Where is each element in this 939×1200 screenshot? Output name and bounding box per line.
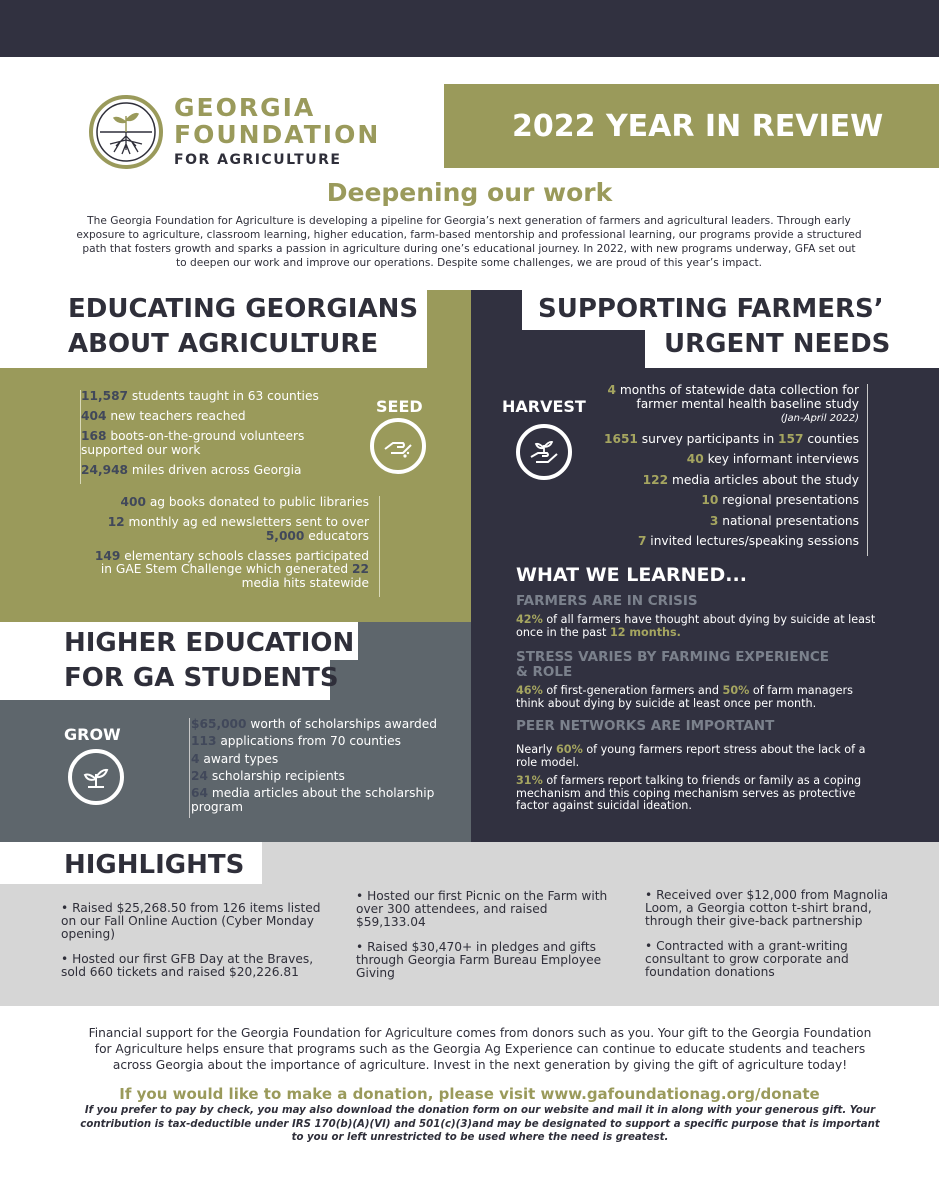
learned-text: Nearly 60% of young farmers report stress about the lack of a role model. <box>516 743 866 769</box>
intro-heading: Deepening our work <box>326 178 613 207</box>
donate-link-line[interactable]: If you would like to make a donation, please visit www.gafoundationag.org/donate <box>119 1085 820 1103</box>
learned-subheading: FARMERS ARE IN CRISIS <box>516 593 698 609</box>
farmers-heading-line1: SUPPORTING FARMERS’ <box>538 294 884 324</box>
support-paragraph: Financial support for the Georgia Foundation for Agriculture comes from donors such as you. Your gift to the Georgia Foundation for Agriculture helps ensure that programs such as the Georgia Ag Experience can continue to educate students and teachers across Georgia about the importance of agriculture. Invest in the next generation by giving the gift of agriculture today! <box>88 1026 872 1072</box>
learned-subheading: STRESS VARIES BY FARMING EXPERIENCE & ROLE <box>516 649 830 680</box>
highlight-item: • Received over $12,000 from Magnolia Loom, a Georgia cotton t-shirt brand, through their give-back partnership <box>645 888 889 928</box>
edu-heading-line2: ABOUT AGRICULTURE <box>68 329 379 359</box>
higher-ed-stat-item: 113 applications from 70 counties <box>191 734 402 749</box>
logo-text-foundation: FOUNDATION <box>174 120 381 149</box>
logo-text-for-agriculture: FOR AGRICULTURE <box>174 152 342 168</box>
farmers-stat-item: 1651 survey participants in 157 counties <box>603 431 859 446</box>
higher-ed-heading-line1: HIGHER EDUCATION <box>64 628 355 658</box>
higher-ed-stat-item: 24 scholarship recipients <box>191 768 345 783</box>
farmers-heading-line2: URGENT NEEDS <box>664 329 891 359</box>
edu-stats-list-2 <box>80 496 380 597</box>
highlight-item: • Raised $30,470+ in pledges and gifts through Georgia Farm Bureau Employee Giving <box>356 940 602 980</box>
farmers-stat-item: 7 invited lectures/speaking sessions <box>637 534 859 548</box>
highlight-item: • Hosted our first GFB Day at the Braves, sold 660 tickets and raised $20,226.81 <box>61 952 314 979</box>
learned-text: 46% of first-generation farmers and 50% of farm managers think about dying by suicide at least once per month. <box>516 684 853 710</box>
edu-stat-item: 168 boots-on-the-ground volunteers supported our work <box>81 429 305 457</box>
higher-ed-stat-item: 64 media articles about the scholarship program <box>191 786 435 814</box>
logo-text-georgia: GEORGIA <box>174 93 316 122</box>
highlights-column-2 <box>356 890 618 992</box>
gfa-logo <box>88 94 388 172</box>
farmers-stat-item: 10 regional presentations <box>701 493 859 507</box>
learned-text: 31% of farmers report talking to friends or family as a coping mechanism and this coping mechanism serves as protective factor against suicidal ideation. <box>516 774 862 812</box>
intro-paragraph: The Georgia Foundation for Agriculture is developing a pipeline for Georgia’s next generation of farmers and agricultural leaders. Through early exposure to agriculture, classroom learning, higher education, farm-based mentorship and professional learning, our programs provide a structured path that fosters growth and sparks a passion in agriculture during one’s educational journey. In 2022, with new programs underway, GFA set out to deepen our work and improve our operations. Despite some challenges, we are proud of this year’s impact. <box>76 215 862 269</box>
highlight-item: • Hosted our first Picnic on the Farm with over 300 attendees, and raised $59,133.04 <box>356 889 608 929</box>
edu-stats-list <box>80 390 360 484</box>
harvest-label: HARVEST <box>502 397 586 416</box>
highlight-item: • Raised $25,268.50 from 126 items listed on our Fall Online Auction (Cyber Monday opening) <box>61 901 321 941</box>
seed-in-hand-icon <box>370 418 426 474</box>
sprout-icon <box>68 749 124 805</box>
higher-ed-stat-item: $65,000 worth of scholarships awarded <box>191 717 438 731</box>
edu-section-accent <box>427 290 471 370</box>
learned-text: 42% of all farmers have thought about dying by suicide at least once in the past 12 months. <box>516 613 876 639</box>
farmers-stats-list <box>596 384 868 556</box>
highlight-item: • Contracted with a grant-writing consultant to grow corporate and foundation donations <box>645 939 849 979</box>
edu-heading-line1: EDUCATING GEORGIANS <box>68 294 419 324</box>
highlights-heading: HIGHLIGHTS <box>64 850 245 880</box>
higher-ed-stats-list <box>189 718 449 818</box>
page-title: 2022 YEAR IN REVIEW <box>444 84 939 168</box>
learned-subheading: PEER NETWORKS ARE IMPORTANT <box>516 718 775 734</box>
highlights-column-3 <box>645 889 895 991</box>
learned-heading: WHAT WE LEARNED... <box>516 564 747 586</box>
edu-stat-item: 11,587 students taught in 63 counties <box>81 389 319 403</box>
farmers-stat-item: 4 months of statewide data collection for farmer mental health baseline study (Jan-April 2022) <box>607 383 859 424</box>
highlights-column-1 <box>61 902 323 991</box>
edu-stat-item: 400 ag books donated to public libraries <box>120 495 369 509</box>
sprout-in-hand-icon <box>516 424 572 480</box>
edu-stat-item: 24,948 miles driven across Georgia <box>81 462 302 477</box>
seed-label: SEED <box>376 397 423 416</box>
check-donation-text: If you prefer to pay by check, you may also download the donation form on our website and mail it in along with your generous gift. Your contribution is tax-deductible under IRS 170(b)(A)(VI) and 501(c)(3)and may be designated to support a specific purpose that is important to you or left unrestricted to be used where the need is greatest. <box>80 1105 880 1143</box>
higher-ed-heading-line2: FOR GA STUDENTS <box>64 663 339 693</box>
top-band <box>0 0 939 57</box>
edu-stat-item: 404 new teachers reached <box>81 409 246 423</box>
farmers-stat-item: 3 national presentations <box>709 513 859 528</box>
farmers-stat-item: 122 media articles about the study <box>642 472 859 487</box>
edu-stat-item: 12 monthly ag ed newsletters sent to over 5,000 educators <box>107 515 369 543</box>
farmers-stat-item: 40 key informant interviews <box>686 452 859 466</box>
edu-stat-item: 149 elementary schools classes participated in GAE Stem Challenge which generated 22 media hits statewide <box>94 548 369 590</box>
higher-ed-stat-item: 4 award types <box>191 751 279 766</box>
grow-label: GROW <box>64 725 121 744</box>
tree-roots-logo-icon <box>88 94 164 170</box>
